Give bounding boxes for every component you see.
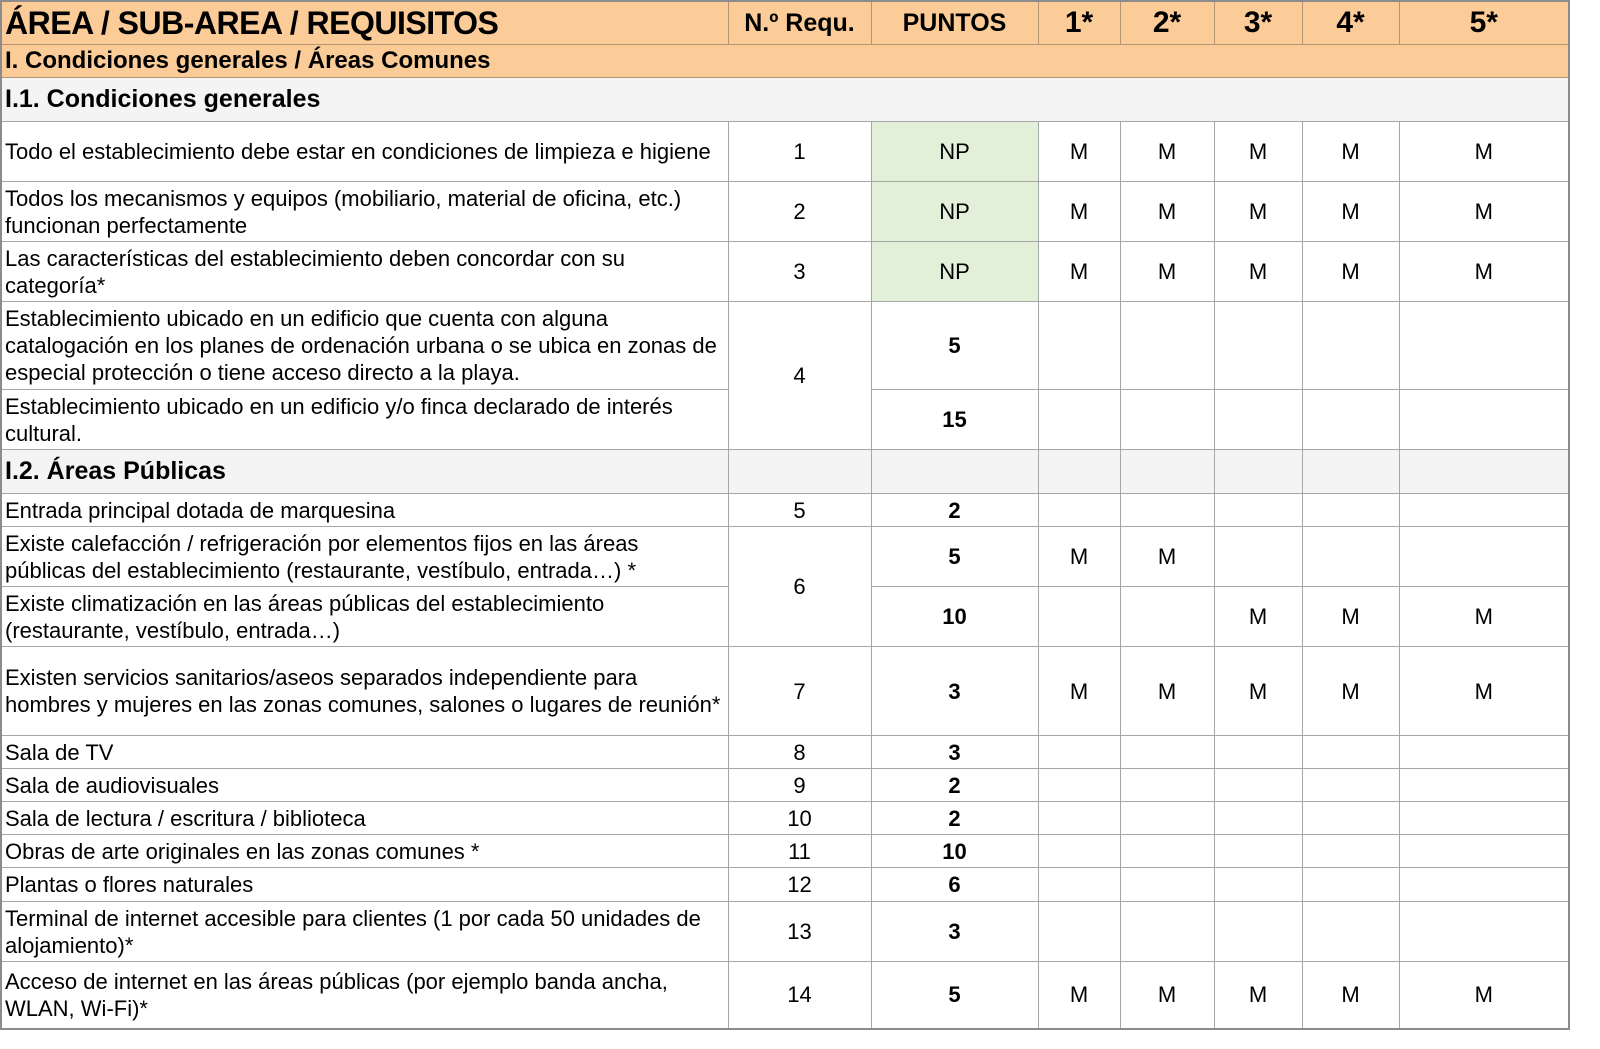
mark-4-star: M	[1302, 182, 1399, 242]
mark-4-star	[1302, 902, 1399, 962]
table-row	[1, 868, 1569, 902]
mark-5-star	[1399, 802, 1569, 835]
mark-4-star	[1302, 302, 1399, 390]
header-3-star: 3*	[1214, 1, 1302, 45]
mark-1-star	[1038, 587, 1120, 647]
table-row	[1, 736, 1569, 769]
table-row	[1, 835, 1569, 868]
mark-3-star	[1214, 902, 1302, 962]
requirement-points: 3	[871, 647, 1038, 736]
mark-4-star	[1302, 802, 1399, 835]
mark-1-star: M	[1038, 647, 1120, 736]
subsection-row	[1, 450, 1569, 494]
requirement-points: 10	[871, 835, 1038, 868]
mark-3-star: M	[1214, 242, 1302, 302]
requirement-number: 13	[728, 902, 871, 962]
mark-3-star: M	[1214, 587, 1302, 647]
requirement-number: 1	[728, 122, 871, 182]
empty-cell	[1038, 450, 1120, 494]
mark-5-star: M	[1399, 647, 1569, 736]
requirement-desc: Acceso de internet en las áreas públicas (por ejemplo banda ancha, WLAN, Wi-Fi)*	[1, 962, 728, 1029]
mark-3-star: M	[1214, 647, 1302, 736]
empty-cell	[1302, 450, 1399, 494]
mark-4-star	[1302, 527, 1399, 587]
mark-5-star	[1399, 769, 1569, 802]
requirement-number: 5	[728, 494, 871, 527]
mark-5-star	[1399, 835, 1569, 868]
header-points: PUNTOS	[871, 1, 1038, 45]
mark-5-star: M	[1399, 962, 1569, 1029]
requirement-number: 2	[728, 182, 871, 242]
mark-2-star	[1120, 390, 1214, 450]
mark-1-star	[1038, 736, 1120, 769]
requirement-desc: Existe calefacción / refrigeración por elementos fijos en las áreas públicas del establecimiento (restaurante, vestíbulo, entrada…) *	[1, 527, 728, 587]
mark-2-star	[1120, 736, 1214, 769]
mark-5-star	[1399, 902, 1569, 962]
mark-3-star	[1214, 868, 1302, 902]
mark-1-star	[1038, 868, 1120, 902]
requirement-number: 7	[728, 647, 871, 736]
empty-cell	[871, 450, 1038, 494]
table-row	[1, 802, 1569, 835]
mark-3-star: M	[1214, 182, 1302, 242]
requirement-desc: Plantas o flores naturales	[1, 868, 728, 902]
mark-2-star: M	[1120, 242, 1214, 302]
requirement-number: 9	[728, 769, 871, 802]
mark-3-star	[1214, 736, 1302, 769]
mark-5-star: M	[1399, 242, 1569, 302]
mark-3-star	[1214, 527, 1302, 587]
table-row	[1, 122, 1569, 182]
header-req-number: N.º Requ.	[728, 1, 871, 45]
table-row	[1, 647, 1569, 736]
mark-5-star: M	[1399, 182, 1569, 242]
table-row	[1, 242, 1569, 302]
mark-2-star: M	[1120, 122, 1214, 182]
mark-5-star	[1399, 302, 1569, 390]
requirement-desc: Las características del establecimiento deben concordar con su categoría*	[1, 242, 728, 302]
requirement-desc: Sala de TV	[1, 736, 728, 769]
empty-cell	[1214, 450, 1302, 494]
mark-5-star	[1399, 868, 1569, 902]
section-row	[1, 45, 1569, 78]
mark-4-star: M	[1302, 962, 1399, 1029]
requirement-points: 10	[871, 587, 1038, 647]
mark-4-star: M	[1302, 647, 1399, 736]
requirement-number: 8	[728, 736, 871, 769]
requirement-number: 11	[728, 835, 871, 868]
mark-4-star	[1302, 868, 1399, 902]
requirement-number: 4	[728, 302, 871, 450]
table-row	[1, 182, 1569, 242]
requirement-desc: Sala de lectura / escritura / biblioteca	[1, 802, 728, 835]
header-area: ÁREA / SUB-AREA / REQUISITOS	[1, 1, 728, 45]
mark-4-star	[1302, 736, 1399, 769]
mark-3-star	[1214, 390, 1302, 450]
mark-5-star: M	[1399, 587, 1569, 647]
mark-4-star	[1302, 494, 1399, 527]
mark-5-star: M	[1399, 122, 1569, 182]
table-row	[1, 494, 1569, 527]
header-5-star: 5*	[1399, 1, 1569, 45]
mark-2-star	[1120, 587, 1214, 647]
empty-cell	[1399, 450, 1569, 494]
mark-3-star	[1214, 835, 1302, 868]
mark-3-star: M	[1214, 122, 1302, 182]
requirement-points: 2	[871, 802, 1038, 835]
mark-3-star	[1214, 769, 1302, 802]
table-row	[1, 769, 1569, 802]
requirement-desc: Entrada principal dotada de marquesina	[1, 494, 728, 527]
mark-4-star: M	[1302, 242, 1399, 302]
mark-2-star	[1120, 302, 1214, 390]
table-row	[1, 962, 1569, 1029]
subsection-row	[1, 78, 1569, 122]
mark-1-star	[1038, 835, 1120, 868]
mark-2-star	[1120, 902, 1214, 962]
requirement-points: 5	[871, 302, 1038, 390]
mark-1-star: M	[1038, 122, 1120, 182]
mark-5-star	[1399, 390, 1569, 450]
requirement-points: NP	[871, 182, 1038, 242]
requirement-desc: Todo el establecimiento debe estar en condiciones de limpieza e higiene	[1, 122, 728, 182]
requirement-points: 6	[871, 868, 1038, 902]
requirement-number: 3	[728, 242, 871, 302]
table-row	[1, 527, 1569, 587]
header-4-star: 4*	[1302, 1, 1399, 45]
requirement-points: 2	[871, 494, 1038, 527]
header-row	[1, 1, 1569, 45]
requirement-points: 5	[871, 962, 1038, 1029]
requirement-desc: Existen servicios sanitarios/aseos separados independiente para hombres y mujeres en las zonas comunes, salones o lugares de reunión*	[1, 647, 728, 736]
mark-3-star	[1214, 494, 1302, 527]
requirement-desc: Todos los mecanismos y equipos (mobiliario, material de oficina, etc.) funcionan perfectamente	[1, 182, 728, 242]
requirement-desc: Establecimiento ubicado en un edificio y/o finca declarado de interés cultural.	[1, 390, 728, 450]
table-row	[1, 302, 1569, 390]
requirement-points: 5	[871, 527, 1038, 587]
requirement-number: 10	[728, 802, 871, 835]
requirement-desc: Terminal de internet accesible para clientes (1 por cada 50 unidades de alojamiento)*	[1, 902, 728, 962]
mark-2-star: M	[1120, 962, 1214, 1029]
requirement-points: NP	[871, 242, 1038, 302]
subsection-title: I.1. Condiciones generales	[1, 78, 1569, 122]
mark-2-star	[1120, 868, 1214, 902]
header-2-star: 2*	[1120, 1, 1214, 45]
mark-1-star: M	[1038, 962, 1120, 1029]
mark-4-star	[1302, 835, 1399, 868]
requirement-desc: Existe climatización en las áreas públicas del establecimiento (restaurante, vestíbulo, entrada…)	[1, 587, 728, 647]
empty-cell	[728, 450, 871, 494]
requirement-number: 12	[728, 868, 871, 902]
table-row	[1, 902, 1569, 962]
mark-1-star: M	[1038, 182, 1120, 242]
requirement-points: NP	[871, 122, 1038, 182]
mark-5-star	[1399, 527, 1569, 587]
mark-1-star	[1038, 302, 1120, 390]
mark-1-star	[1038, 494, 1120, 527]
mark-1-star: M	[1038, 242, 1120, 302]
subsection-title: I.2. Áreas Públicas	[1, 450, 728, 494]
requirement-number: 14	[728, 962, 871, 1029]
mark-5-star	[1399, 494, 1569, 527]
mark-3-star: M	[1214, 962, 1302, 1029]
mark-2-star	[1120, 494, 1214, 527]
mark-4-star: M	[1302, 122, 1399, 182]
mark-1-star	[1038, 902, 1120, 962]
header-1-star: 1*	[1038, 1, 1120, 45]
mark-2-star: M	[1120, 647, 1214, 736]
mark-4-star	[1302, 769, 1399, 802]
requirement-points: 3	[871, 736, 1038, 769]
requirement-points: 15	[871, 390, 1038, 450]
mark-2-star	[1120, 802, 1214, 835]
mark-5-star	[1399, 736, 1569, 769]
mark-1-star	[1038, 390, 1120, 450]
requirement-points: 2	[871, 769, 1038, 802]
section-title: I. Condiciones generales / Áreas Comunes	[1, 45, 1569, 78]
mark-2-star	[1120, 835, 1214, 868]
mark-4-star	[1302, 390, 1399, 450]
mark-2-star: M	[1120, 527, 1214, 587]
requirement-desc: Sala de audiovisuales	[1, 769, 728, 802]
requirement-points: 3	[871, 902, 1038, 962]
mark-1-star	[1038, 769, 1120, 802]
requirement-desc: Obras de arte originales en las zonas comunes *	[1, 835, 728, 868]
mark-1-star	[1038, 802, 1120, 835]
requirement-desc: Establecimiento ubicado en un edificio que cuenta con alguna catalogación en los planes de ordenación urbana o se ubica en zonas de especial protección o tiene acceso directo a la playa.	[1, 302, 728, 390]
empty-cell	[1120, 450, 1214, 494]
mark-3-star	[1214, 802, 1302, 835]
mark-3-star	[1214, 302, 1302, 390]
requirement-number: 6	[728, 527, 871, 647]
mark-2-star	[1120, 769, 1214, 802]
mark-1-star: M	[1038, 527, 1120, 587]
mark-4-star: M	[1302, 587, 1399, 647]
mark-2-star: M	[1120, 182, 1214, 242]
